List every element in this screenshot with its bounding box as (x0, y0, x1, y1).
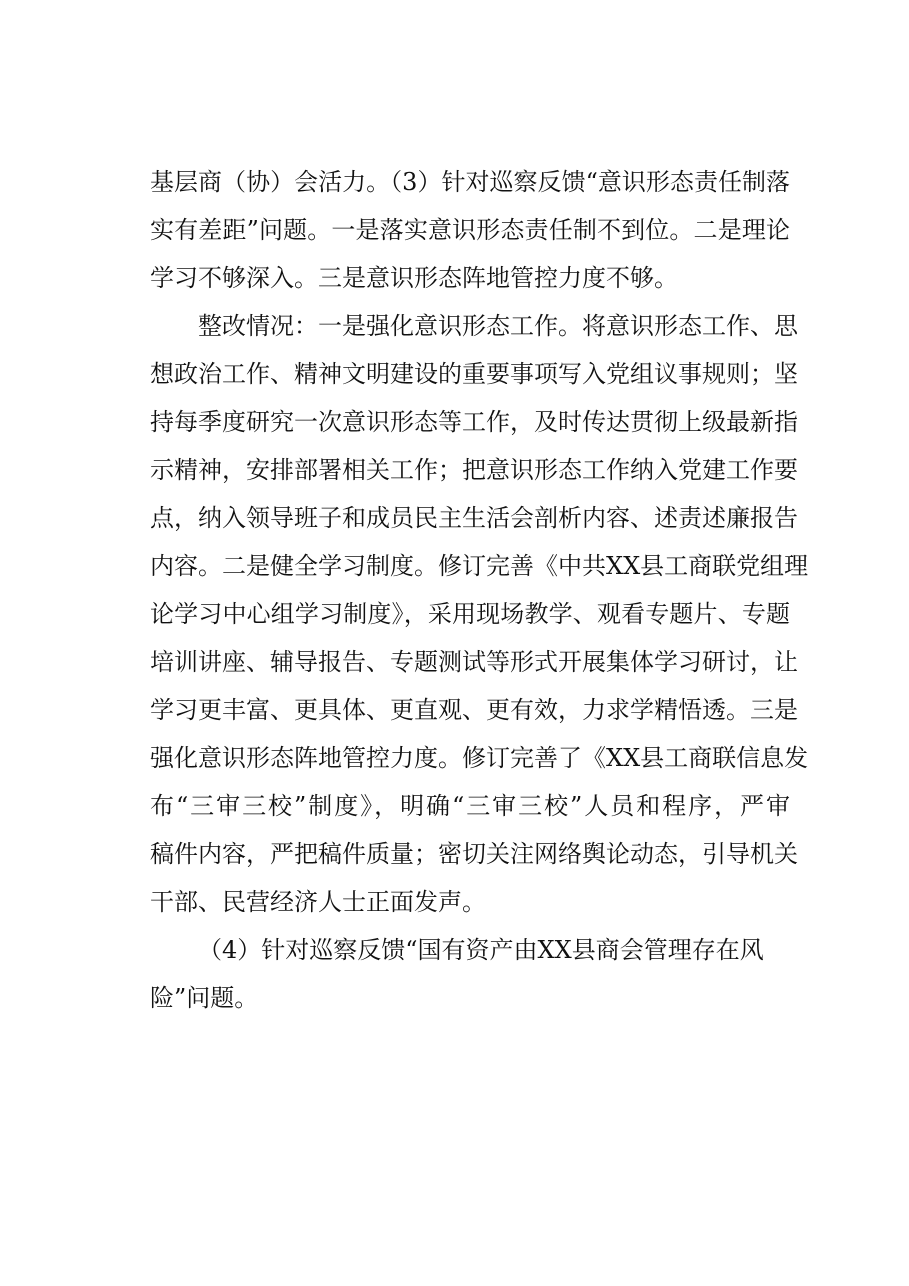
paragraph-line-12: 学习更丰富、更具体、更直观、更有效，力求学精悟透。三是 (150, 696, 798, 724)
paragraph-line-14: 布“三审三校”制度》，明确“三审三校”人员和程序，严审 (150, 792, 790, 820)
paragraph-line-4: 整改情况：一是强化意识形态工作。将意识形态工作、思 (198, 312, 798, 340)
paragraph-line-11: 培训讲座、辅导报告、专题测试等形式开展集体学习研讨，让 (150, 648, 798, 676)
paragraph-line-18: 险”问题。 (150, 984, 259, 1012)
paragraph-line-10: 论学习中心组学习制度》，采用现场教学、观看专题片、专题 (150, 600, 790, 628)
paragraph-line-7: 示精神，安排部署相关工作；把意识形态工作纳入党建工作要 (150, 456, 798, 484)
paragraph-line-3: 学习不够深入。三是意识形态阵地管控力度不够。 (150, 264, 678, 292)
paragraph-line-16: 干部、民营经济人士正面发声。 (150, 888, 486, 916)
paragraph-line-9: 内容。二是健全学习制度。修订完善《中共XX县工商联党组理 (150, 552, 809, 580)
paragraph-line-13: 强化意识形态阵地管控力度。修订完善了《XX县工商联信息发 (150, 744, 809, 772)
paragraph-line-6: 持每季度研究一次意识形态等工作，及时传达贯彻上级最新指 (150, 408, 798, 436)
paragraph-line-5: 想政治工作、精神文明建设的重要事项写入党组议事规则；坚 (150, 360, 798, 388)
paragraph-line-1: 基层商（协）会活力。（3）针对巡察反馈“意识形态责任制落 (150, 168, 790, 196)
paragraph-line-17: （4）针对巡察反馈“国有资产由XX县商会管理存在风 (198, 936, 764, 964)
paragraph-line-8: 点，纳入领导班子和成员民主生活会剖析内容、述责述廉报告 (150, 504, 798, 532)
paragraph-line-2: 实有差距”问题。一是落实意识形态责任制不到位。二是理论 (150, 216, 790, 244)
paragraph-line-15: 稿件内容，严把稿件质量；密切关注网络舆论动态，引导机关 (150, 840, 798, 868)
